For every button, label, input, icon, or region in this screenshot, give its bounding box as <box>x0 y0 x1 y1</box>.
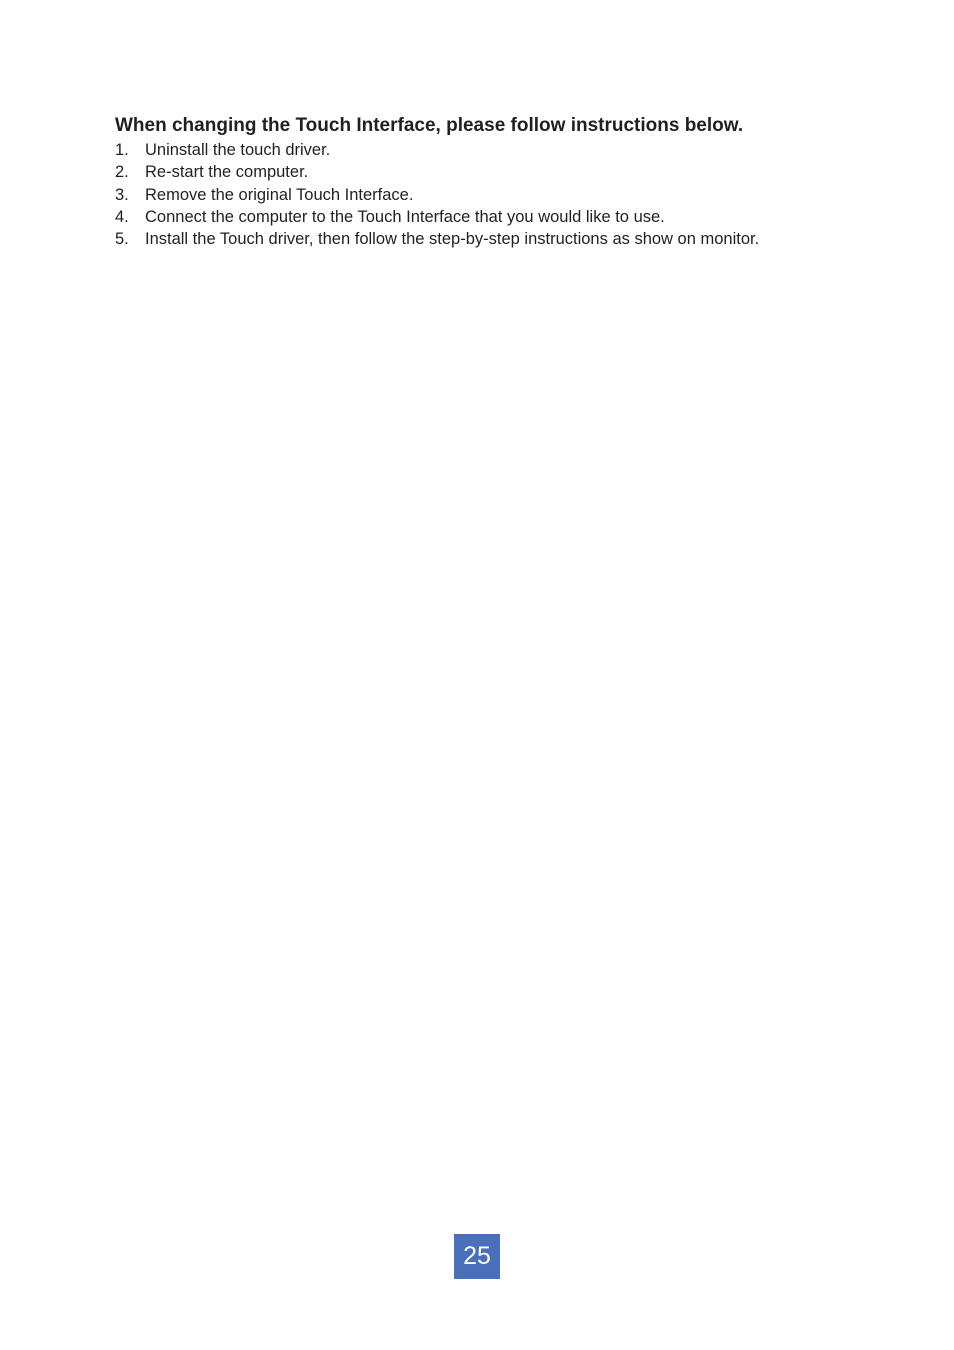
step-text: Re-start the computer. <box>145 163 309 182</box>
section-heading: When changing the Touch Interface, please follow instructions below. <box>115 115 744 136</box>
instruction-list <box>115 139 855 250</box>
step-number: 3. <box>115 185 129 204</box>
step-text: Uninstall the touch driver. <box>145 141 331 159</box>
instruction-step-4 <box>115 206 855 228</box>
step-number: 5. <box>115 230 129 249</box>
step-number: 4. <box>115 207 129 226</box>
instruction-step-3 <box>115 184 855 206</box>
instruction-step-2 <box>115 161 855 183</box>
step-text: Connect the computer to the Touch Interface that you would like to use. <box>145 207 665 226</box>
step-number: 2. <box>115 163 129 182</box>
step-text: Remove the original Touch Interface. <box>145 185 414 204</box>
instruction-step-5 <box>115 228 855 250</box>
step-number: 1. <box>115 141 129 159</box>
page-content <box>115 114 855 250</box>
page-number-badge: 25 <box>454 1234 500 1279</box>
instruction-step-1 <box>115 139 855 161</box>
step-text: Install the Touch driver, then follow the step-by-step instructions as show on monitor. <box>145 230 760 249</box>
